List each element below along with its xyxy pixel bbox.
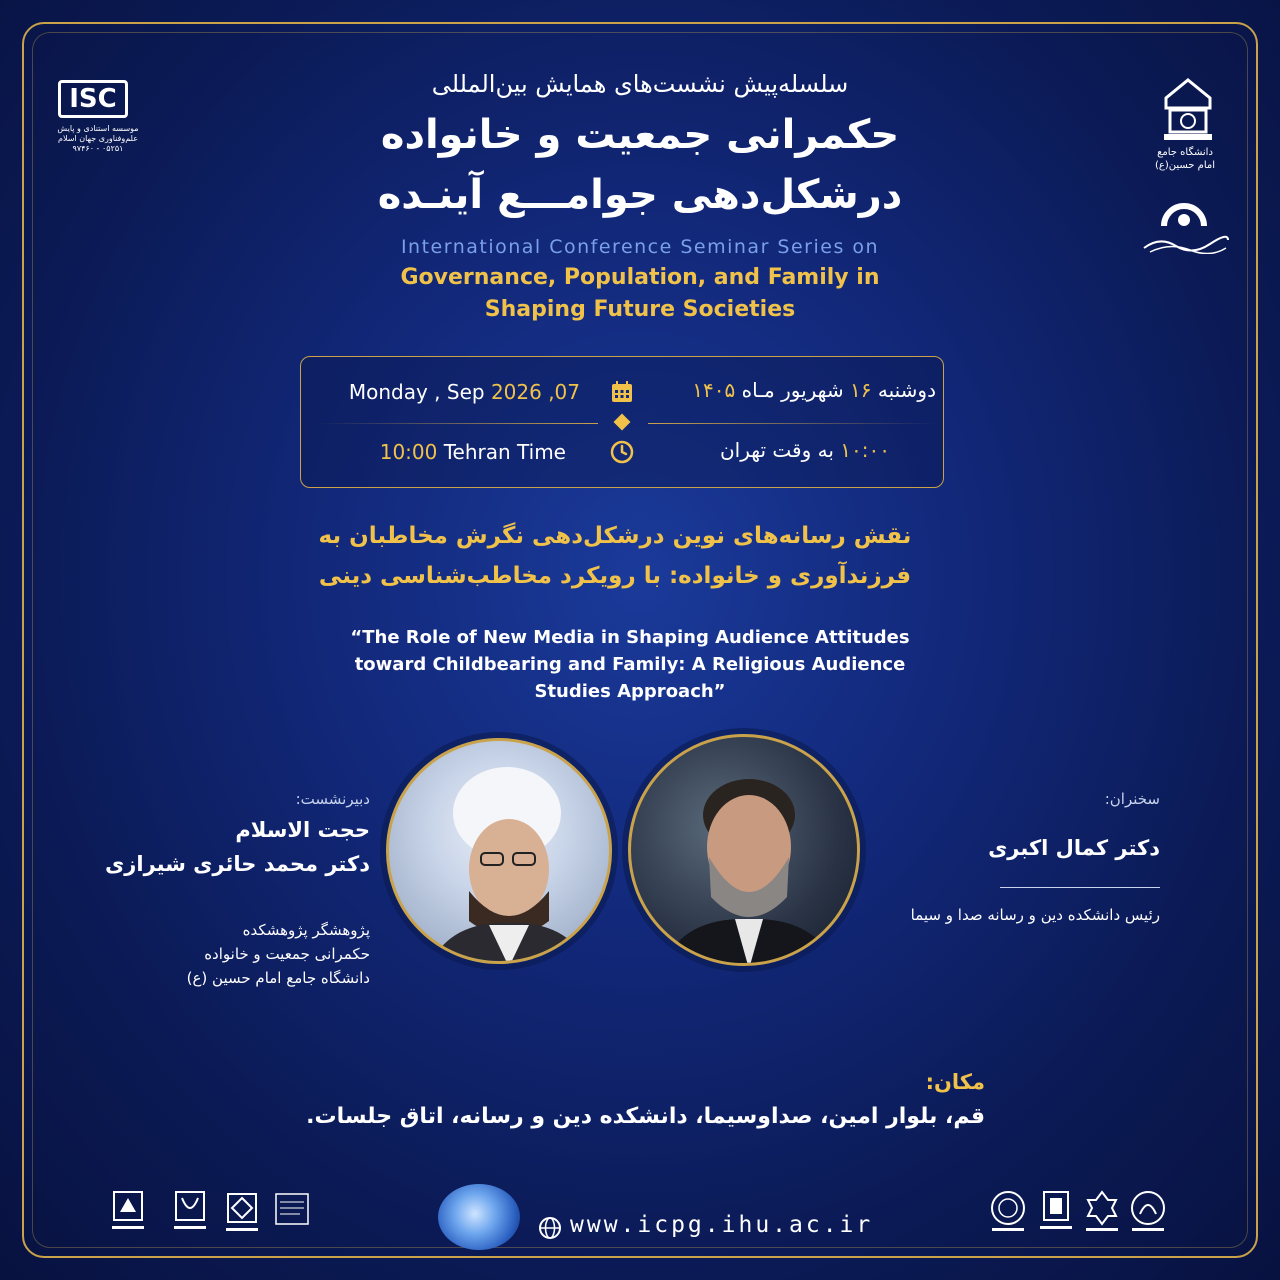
main-title-fa-line2: درشکل‌دهی جوامـــع آینـده xyxy=(377,172,903,218)
date-fa: دوشنبه ۱۶ شهریور مـاه ۱۴۰۵ xyxy=(692,378,936,402)
moderator-role: دبیرنشست: xyxy=(295,790,370,808)
globe-logo xyxy=(438,1184,520,1250)
speaker-name: دکتر کمال اکبری xyxy=(988,836,1160,860)
partner-logo-3 xyxy=(222,1188,262,1238)
speaker-photo xyxy=(628,734,860,966)
schedule-divider-left xyxy=(318,423,598,424)
speaker-role: سخنران: xyxy=(1104,790,1160,808)
main-title-fa-line1: حکمرانی جمعیت و خانواده xyxy=(380,112,900,158)
topic-en: “The Role of New Media in Shaping Audience Attitudes toward Childbearing and Family: A Religious Audience Studies Approach” xyxy=(350,627,910,702)
venue-text: قم، بلوار امین، صداوسیما، دانشکده دین و رسانه، اتاق جلسات. xyxy=(306,1104,985,1129)
clock-icon xyxy=(610,440,634,464)
moderator-photo xyxy=(386,738,612,964)
globe-icon xyxy=(538,1216,562,1240)
venue-label: مکان: xyxy=(925,1070,985,1094)
ihu-caption: دانشگاه جامع امام حسین(ع) xyxy=(1154,147,1216,171)
isc-logo: ISC xyxy=(58,80,128,118)
calendar-icon xyxy=(610,380,634,404)
partner-logo-2 xyxy=(170,1188,210,1238)
date-en: Monday , Sep 2026 ,07 xyxy=(348,380,580,404)
ihu-logo xyxy=(1160,78,1216,144)
website-link[interactable]: www.icpg.ihu.ac.ir xyxy=(570,1212,874,1238)
time-en: 10:00 Tehran Time xyxy=(379,440,566,464)
topic-fa: نقش رسانه‌های نوین درشکل‌دهی نگرش مخاطبان به فرزندآوری و خانواده: با رویکرد مخاطب‌شناسی دینی xyxy=(318,523,912,589)
series-title-fa: سلسله‌پیش نشست‌های همایش بین‌المللی xyxy=(431,70,849,98)
moderator-title: حجت الاسلام xyxy=(235,818,370,842)
time-fa: ۱۰:۰۰ به وقت تهران xyxy=(719,438,890,462)
partner-logo-7 xyxy=(1082,1188,1122,1238)
speaker-divider xyxy=(1000,887,1160,888)
partner-logo-8 xyxy=(1128,1188,1168,1238)
speaker-description: رئیس دانشکده دین و رسانه صدا و سیما xyxy=(910,906,1160,924)
partner-logo-1 xyxy=(108,1188,148,1238)
series-title-en: International Conference Seminar Series on xyxy=(400,236,880,258)
media-faculty-logo xyxy=(1160,190,1208,230)
partner-logo-4 xyxy=(272,1188,312,1238)
partner-logo-5 xyxy=(988,1188,1028,1238)
media-faculty-calligraphy xyxy=(1140,232,1230,254)
isc-caption: موسسه استنادی و پایش علم‌وفناوری جهان اسلام ۰۵۲۵۱ - ۹۷۴۶۰ xyxy=(57,124,139,153)
moderator-name: دکتر محمد حائری شیرازی xyxy=(105,852,370,876)
main-title-en: Governance, Population, and Family in Shaping Future Societies xyxy=(400,265,880,322)
moderator-description: پژوهشگر پژوهشکده حکمرانی جمعیت و خانواده دانشگاه جامع امام حسین (ع) xyxy=(186,921,370,987)
partner-logo-6 xyxy=(1036,1188,1076,1238)
schedule-divider-right xyxy=(648,423,936,424)
